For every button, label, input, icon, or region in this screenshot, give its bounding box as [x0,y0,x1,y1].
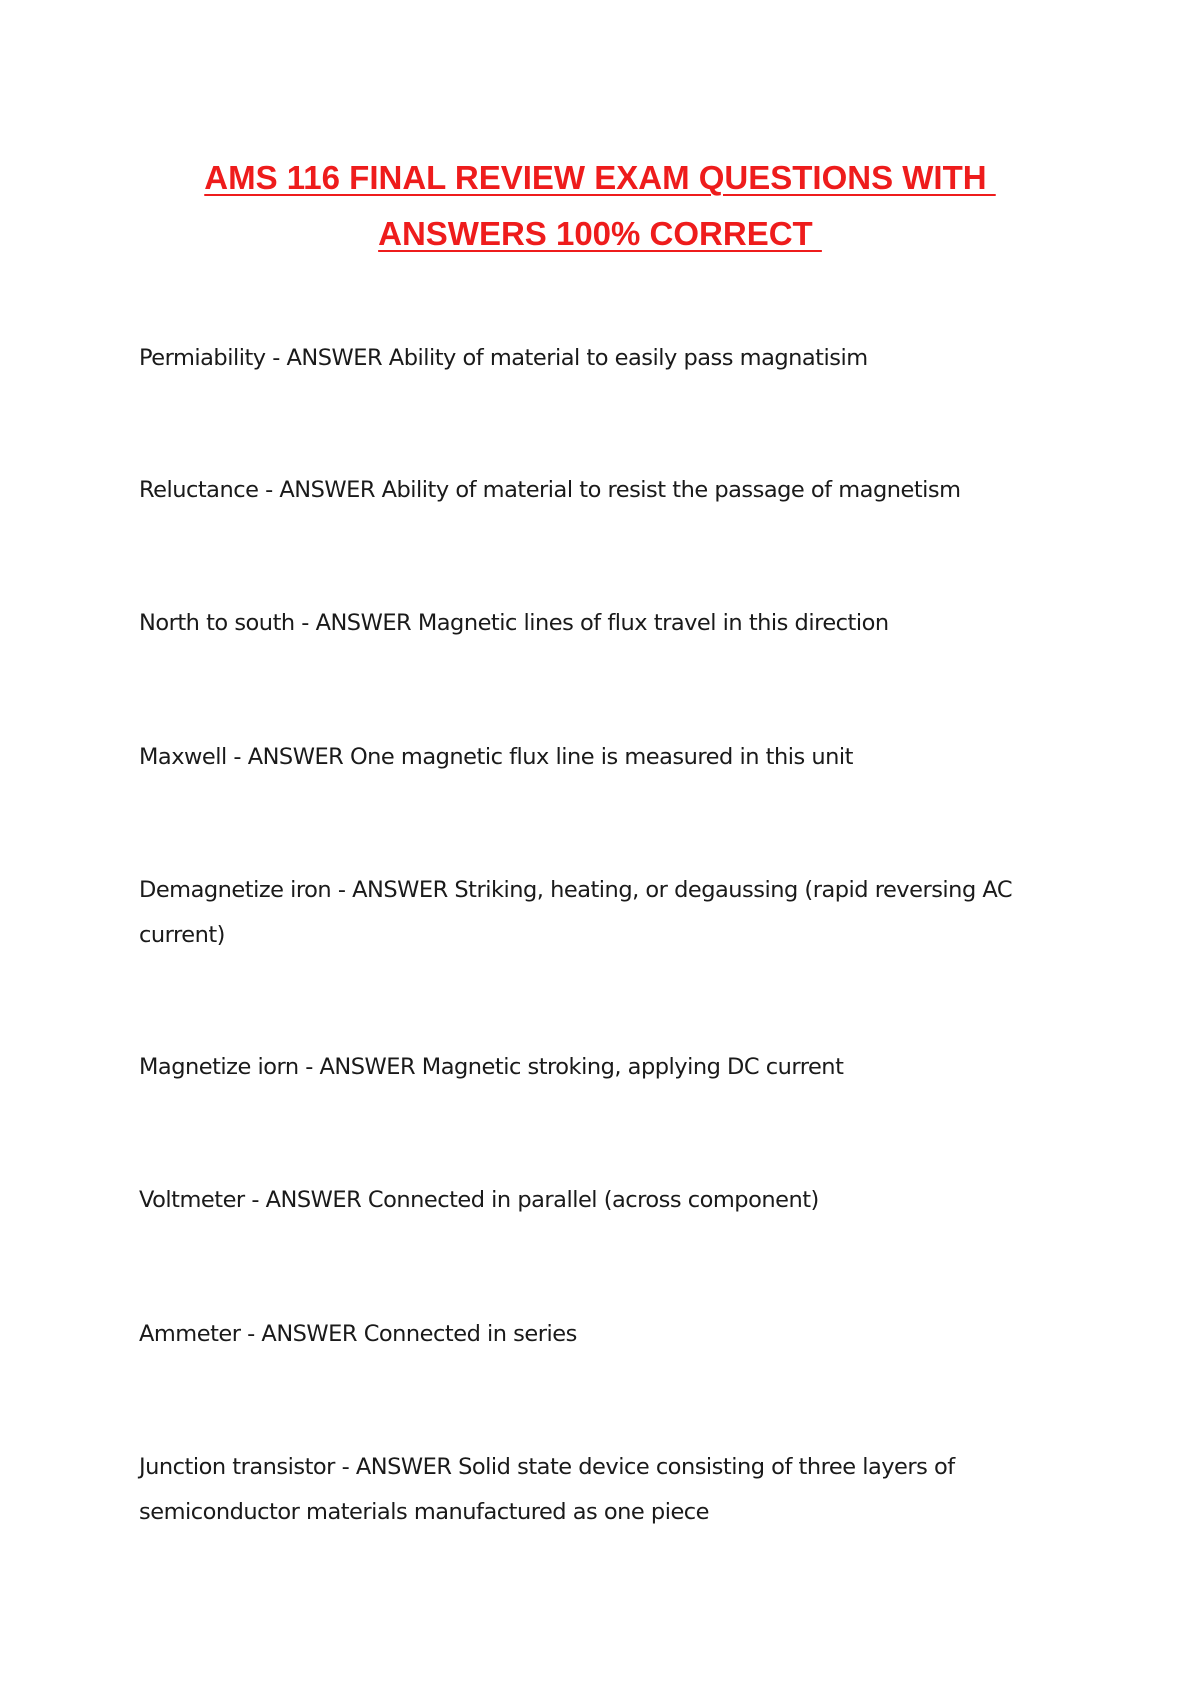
qa-item-demagnetize-iron [139,868,1039,958]
qa-separator: - ANSWER [244,1187,368,1213]
qa-answer: One magnetic flux line is measured in this unit [349,744,853,770]
qa-item-ammeter [139,1312,1039,1357]
qa-term: Reluctance [139,477,259,503]
qa-item-north-to-south [139,601,1039,646]
qa-term: Permiability [139,345,266,371]
qa-separator: - ANSWER [265,345,389,371]
document-title [0,150,1200,262]
qa-term: North to south [139,610,295,636]
qa-item-magnetize-iorn [139,1045,1039,1090]
qa-answer: Magnetic lines of flux travel in this direction [417,610,889,636]
qa-separator: - ANSWER [226,744,350,770]
qa-item-voltmeter [139,1178,1039,1223]
qa-separator: - ANSWER [331,877,455,903]
qa-term: Junction transistor [139,1454,335,1480]
qa-answer: Solid state device consisting of three layers of semiconductor materials manufactured as one piece [139,1454,955,1525]
qa-item-junction-transistor [139,1445,1039,1535]
qa-answer: Ability of material to easily pass magnatisim [388,345,868,371]
qa-term: Maxwell [139,744,227,770]
qa-term: Demagnetize iron [139,877,332,903]
qa-answer: Connected in series [363,1321,577,1347]
qa-term: Voltmeter [139,1187,245,1213]
qa-item-permiability [139,336,1039,381]
qa-answer: Magnetic stroking, applying DC current [421,1054,844,1080]
qa-separator: - ANSWER [240,1321,364,1347]
qa-term: Magnetize iorn [139,1054,299,1080]
qa-term: Ammeter [139,1321,241,1347]
qa-item-maxwell [139,735,1039,780]
qa-item-reluctance [139,468,1039,513]
qa-answer: Ability of material to resist the passage of magnetism [381,477,961,503]
qa-answer: Connected in parallel (across component) [367,1187,819,1213]
qa-separator: - ANSWER [334,1454,459,1480]
title-line-1: AMS 116 FINAL REVIEW EXAM QUESTIONS WITH [204,159,996,196]
qa-answer: Striking, heating, or degaussing (rapid reversing AC current) [139,877,1013,948]
qa-separator: - ANSWER [294,610,418,636]
qa-separator: - ANSWER [298,1054,422,1080]
title-line-2: ANSWERS 100% CORRECT [378,215,822,252]
qa-separator: - ANSWER [258,477,382,503]
